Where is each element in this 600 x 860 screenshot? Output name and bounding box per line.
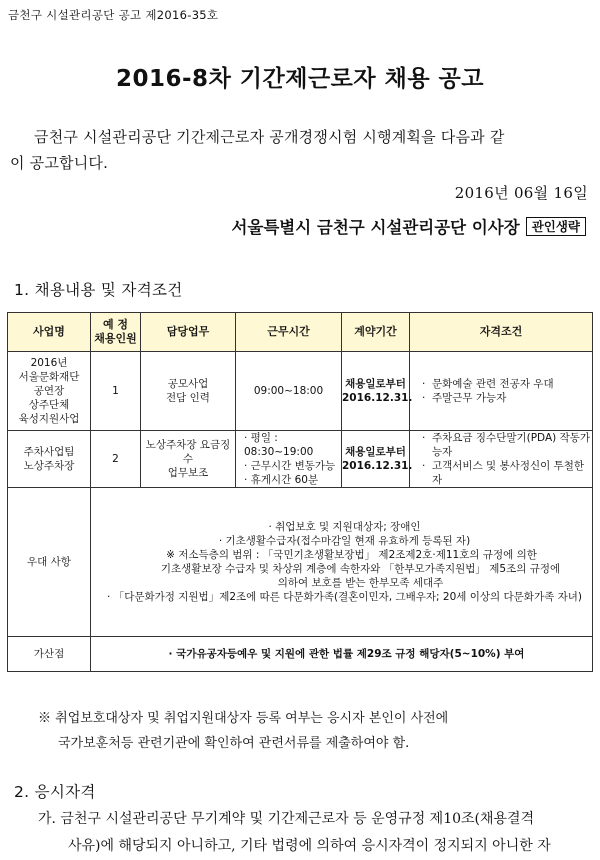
qualification-item: · 고객서비스 및 봉사정신이 투철한 자 xyxy=(422,459,592,487)
cell-contract: 채용일로부터 2016.12.31. xyxy=(342,352,410,431)
intro-paragraph xyxy=(10,124,585,176)
bonus-label: 가산점 xyxy=(8,637,91,672)
cell-project: 주차사업팀 노상주차장 xyxy=(8,431,91,488)
preference-row xyxy=(8,488,593,637)
cell-headcount: 1 xyxy=(91,352,141,431)
preference-item: · 취업보호 및 지원대상자; 장애인 xyxy=(268,521,421,533)
header-headcount: 예 정 채용인원 xyxy=(91,313,141,352)
bonus-row xyxy=(8,637,593,672)
issuer-name: 서울특별시 금천구 시설관리공단 이사장 xyxy=(231,218,520,237)
preference-note: ※ 저소득층의 범위 : 「국민기초생활보장법」 제2조제2호·제11호의 규정에 의한 xyxy=(166,549,537,561)
cell-duty: 공모사업 전담 인력 xyxy=(141,352,236,431)
preference-item: · 「다문화가정 지원법」제2조에 따른 다문화가족(결혼이민자, 그배우자; 20세 이상의 다문화가족 자녀) xyxy=(107,591,582,603)
qualification-item: · 문화예술 관련 전공자 우대 xyxy=(422,377,592,391)
intro-line-2: 이 공고합니다. xyxy=(10,154,109,172)
issuer xyxy=(231,214,586,238)
document-title: 2016-8차 기간제근로자 채용 공고 xyxy=(116,66,484,92)
qualification-item: · 주차요금 징수단말기(PDA) 작동가능자 xyxy=(422,431,592,459)
qualification-item: · 주말근무 가능자 xyxy=(422,391,592,405)
header-qualification: 자격조건 xyxy=(410,313,593,352)
section-2-item xyxy=(38,806,593,860)
document-number: 금천구 시설관리공단 공고 제2016-35호 xyxy=(8,8,219,22)
cell-qualification xyxy=(410,352,593,431)
header-contract: 계약기간 xyxy=(342,313,410,352)
header-project: 사업명 xyxy=(8,313,91,352)
document-date: 2016년 06월 16일 xyxy=(454,184,588,202)
notice-line-2: 국가보훈처등 관련기관에 확인하여 관련서류를 제출하여야 함. xyxy=(58,736,410,751)
bonus-content: · 국가유공자등예우 및 지원에 관한 법률 제29조 규정 해당자(5~10%) 부여 xyxy=(91,637,593,672)
preference-note: 기초생활보장 수급자 및 차상위 계층에 속한자와 「한부모가족지원법」 제5조의 규정에 xyxy=(160,563,561,575)
cell-headcount: 2 xyxy=(91,431,141,488)
section-2-heading: 2. 응시자격 xyxy=(14,783,96,801)
cell-hours: 09:00~18:00 xyxy=(236,352,342,431)
section-2-line-1: 가. 금천구 시설관리공단 무기계약 및 기간제근로자 등 운영규정 제10조(채용결격 xyxy=(38,811,535,827)
preference-item: · 기초생활수급자(접수마감일 현재 유효하게 등록된 자) xyxy=(218,535,471,547)
notice xyxy=(38,706,583,756)
header-duty: 담당업무 xyxy=(141,313,236,352)
header-hours: 근무시간 xyxy=(236,313,342,352)
preference-content xyxy=(91,488,593,637)
intro-line-1: 금천구 시설관리공단 기간제근로자 공개경쟁시험 시행계획을 다음과 같 xyxy=(34,128,505,146)
cell-duty: 노상주차장 요금징수 업무보조 xyxy=(141,431,236,488)
preference-label: 우대 사항 xyxy=(8,488,91,637)
table-header-row xyxy=(8,313,593,352)
table-row xyxy=(8,431,593,488)
section-2-line-2: 사유)에 해당되지 아니하고, 기타 법령에 의하여 응시자격이 정지되지 아니한 자 xyxy=(68,838,551,854)
recruitment-table xyxy=(7,312,593,672)
notice-line-1: ※ 취업보호대상자 및 취업지원대상자 등록 여부는 응시자 본인이 사전에 xyxy=(38,711,449,726)
cell-hours: · 평일 : 08:30~19:00 · 근무시간 변동가능 · 휴게시간 60분 xyxy=(236,431,342,488)
cell-project: 2016년 서울문화재단 공연장 상주단체 육성지원사업 xyxy=(8,352,91,431)
preference-note: 의하여 보호를 받는 한부모족 세대주 xyxy=(277,577,444,589)
section-1-heading: 1. 채용내용 및 자격조건 xyxy=(14,281,183,299)
table-row xyxy=(8,352,593,431)
cell-qualification xyxy=(410,431,593,488)
cell-contract: 채용일로부터 2016.12.31. xyxy=(342,431,410,488)
seal-stamp: 관인생략 xyxy=(526,217,586,236)
